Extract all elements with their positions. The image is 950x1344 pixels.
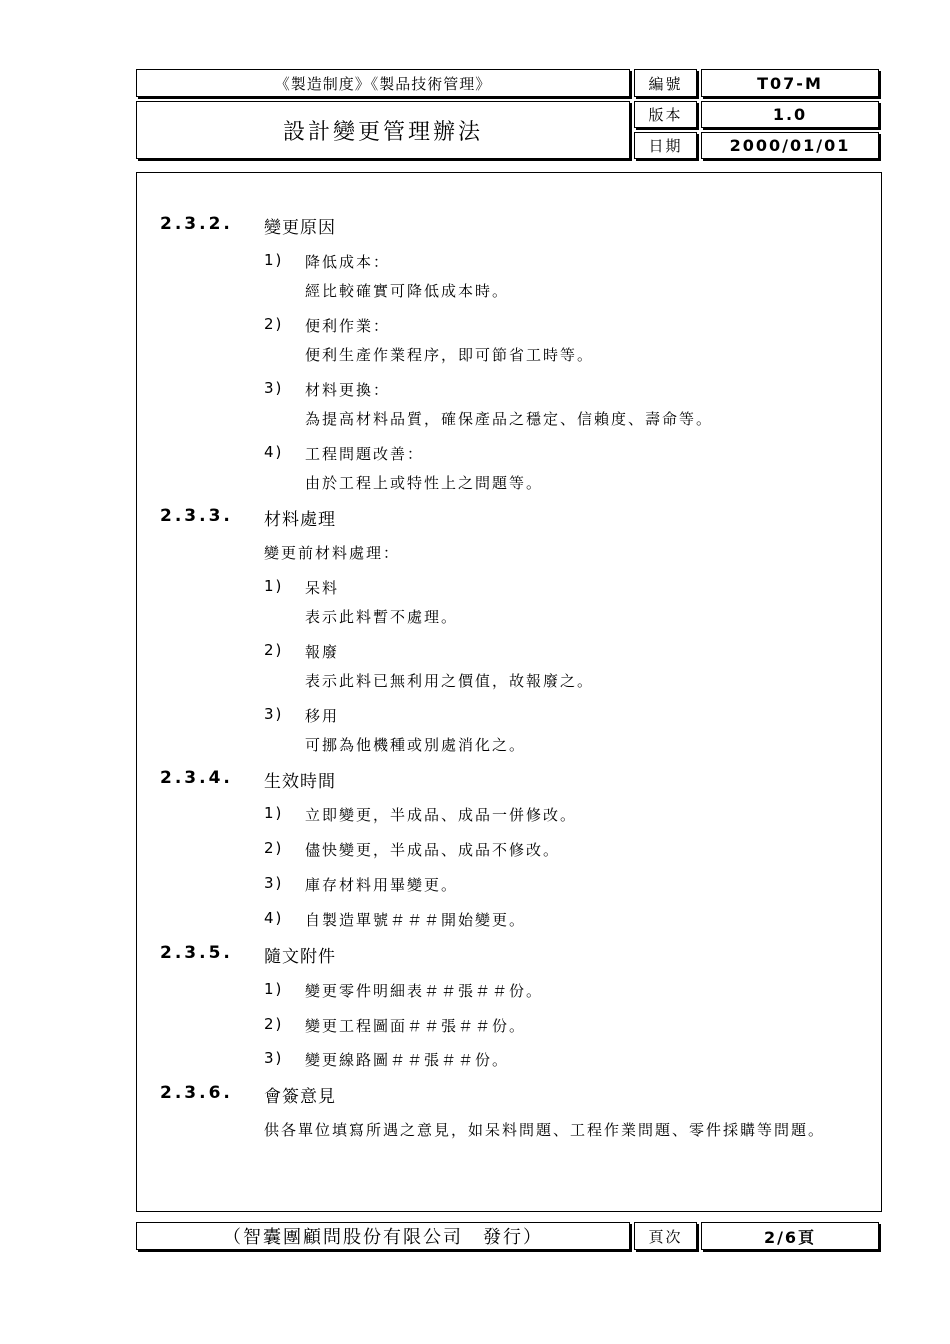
item-number: 3): [264, 379, 284, 397]
section-number: 2.3.3.: [160, 506, 233, 526]
version-value: 1.0: [701, 101, 879, 128]
item-description: 由於工程上或特性上之問題等。: [305, 474, 544, 492]
document-series: 《製造制度》《製品技術管理》: [136, 69, 630, 97]
number-value: T07-M: [701, 69, 879, 97]
date-label: 日期: [634, 132, 697, 159]
item-number: 1): [264, 251, 284, 269]
item-description: 便利生產作業程序，即可節省工時等。: [305, 346, 595, 364]
section-title: 會簽意見: [264, 1087, 336, 1107]
item-number: 3): [264, 1049, 284, 1067]
item-heading: 呆料: [305, 579, 340, 597]
number-label: 編號: [634, 69, 697, 97]
section-paragraph: 供各單位填寫所遇之意見，如呆料問題、工程作業問題、零件採購等問題。: [264, 1121, 826, 1139]
section-number: 2.3.2.: [160, 214, 233, 234]
item-text: 儘快變更，半成品、成品不修改。: [305, 841, 561, 859]
section-number: 2.3.4.: [160, 768, 233, 788]
item-description: 表示此料暫不處理。: [305, 608, 459, 626]
item-text: 立即變更，半成品、成品一併修改。: [305, 806, 578, 824]
item-number: 2): [264, 839, 284, 857]
section-number: 2.3.5.: [160, 943, 233, 963]
item-number: 4): [264, 443, 284, 461]
page-label: 頁次: [634, 1222, 697, 1250]
item-heading: 便利作業：: [305, 317, 391, 335]
version-label: 版本: [634, 101, 697, 128]
item-number: 2): [264, 1015, 284, 1033]
item-description: 可挪為他機種或別處消化之。: [305, 736, 527, 754]
item-heading: 降低成本：: [305, 253, 391, 271]
item-text: 庫存材料用畢變更。: [305, 876, 459, 894]
item-number: 3): [264, 705, 284, 723]
item-number: 3): [264, 874, 284, 892]
item-description: 為提高材料品質，確保產品之穩定、信賴度、壽命等。: [305, 410, 714, 428]
date-value: 2000/01/01: [701, 132, 879, 159]
item-heading: 移用: [305, 707, 340, 725]
item-text: 變更線路圖＃＃張＃＃份。: [305, 1051, 510, 1069]
item-number: 4): [264, 909, 284, 927]
item-number: 1): [264, 980, 284, 998]
publisher-footer: （智囊團顧問股份有限公司 發行）: [136, 1222, 630, 1250]
item-number: 1): [264, 577, 284, 595]
item-number: 1): [264, 804, 284, 822]
section-intro: 變更前材料處理：: [264, 544, 401, 562]
page-number: 2/6頁: [701, 1222, 879, 1250]
item-text: 變更零件明細表＃＃張＃＃份。: [305, 982, 544, 1000]
item-number: 2): [264, 641, 284, 659]
section-title: 生效時間: [264, 772, 336, 792]
item-number: 2): [264, 315, 284, 333]
item-description: 經比較確實可降低成本時。: [305, 282, 510, 300]
section-title: 變更原因: [264, 218, 336, 238]
section-number: 2.3.6.: [160, 1083, 233, 1103]
item-heading: 報廢: [305, 643, 340, 661]
item-heading: 工程問題改善：: [305, 445, 425, 463]
item-text: 變更工程圖面＃＃張＃＃份。: [305, 1017, 527, 1035]
item-description: 表示此料已無利用之價值，故報廢之。: [305, 672, 595, 690]
section-title: 隨文附件: [264, 947, 336, 967]
item-heading: 材料更換：: [305, 381, 391, 399]
section-title: 材料處理: [264, 510, 336, 530]
item-text: 自製造單號＃＃＃開始變更。: [305, 911, 527, 929]
document-title: 設計變更管理辦法: [136, 101, 630, 159]
